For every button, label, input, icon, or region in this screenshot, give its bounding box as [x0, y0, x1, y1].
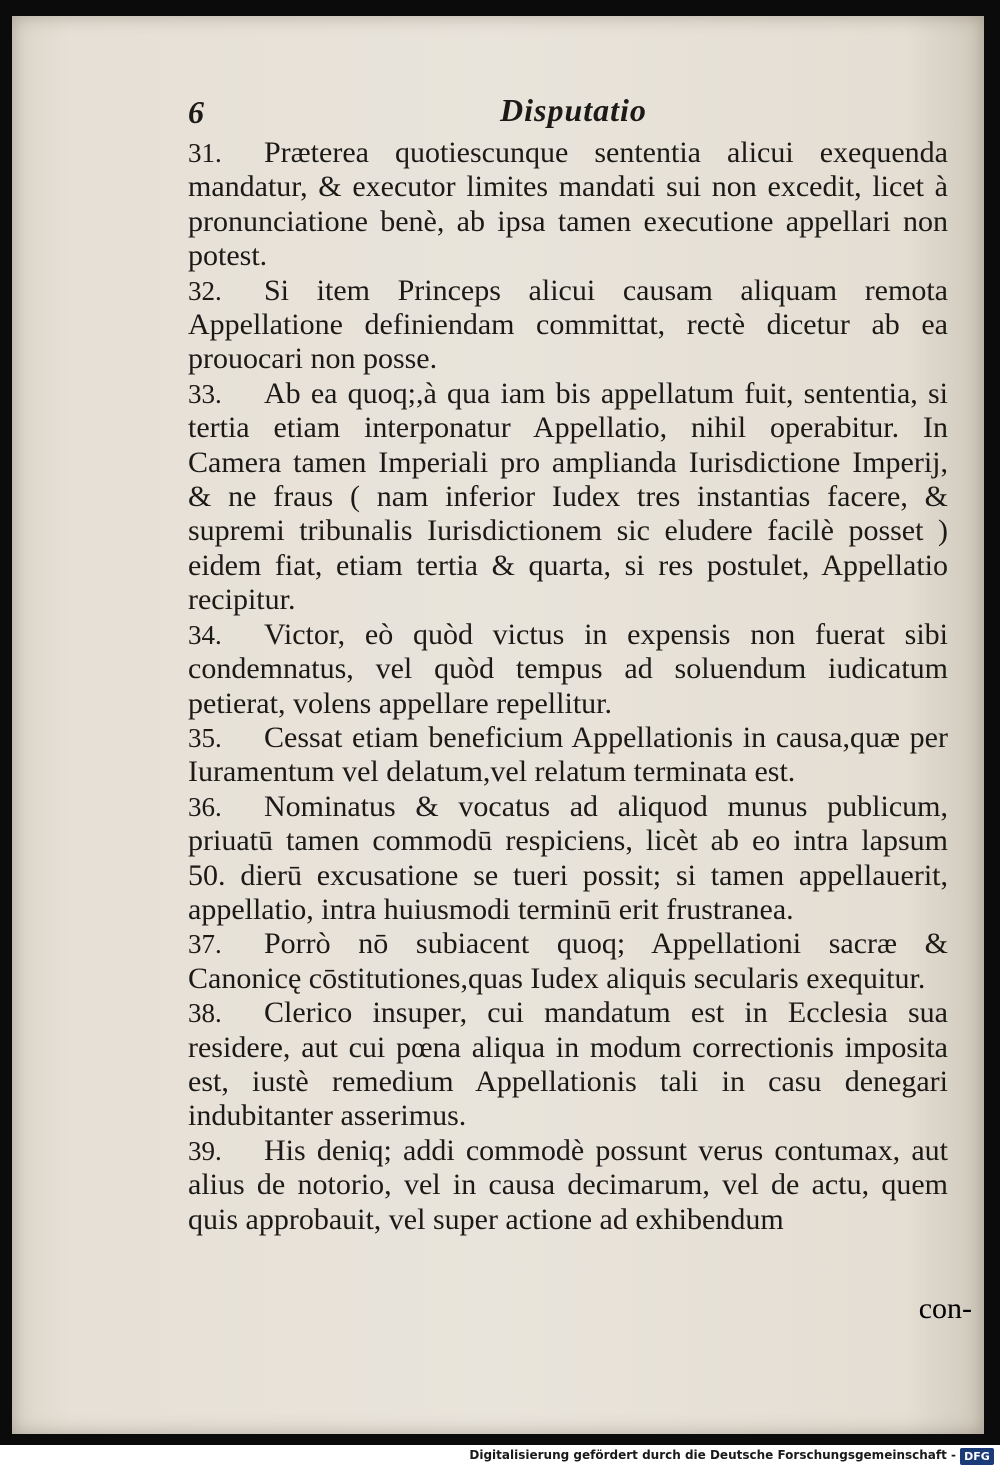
paragraph-31: [188, 136, 948, 274]
paragraph-number: 32.: [188, 275, 222, 306]
paragraph-37: [188, 927, 948, 996]
paragraph-32: [188, 274, 948, 377]
paragraph-text: Si item Princeps alicui causam aliquam remota Appellatione definiendam committat, rectè dicetur ab ea prouocari non posse.: [188, 273, 948, 376]
paragraph-number: 36.: [188, 791, 222, 822]
paragraph-number: 34.: [188, 619, 222, 650]
book-page: [12, 16, 984, 1434]
paragraph-36: [188, 790, 948, 928]
paragraph-text: Ab ea quoq;,à qua iam bis appellatum fuit, sententia, si tertia etiam interponatur Appellatio, nihil operabitur. In Camera tamen Imperiali pro amplianda Iurisdictione Imperij, & ne fraus ( nam inferior Iudex tres instantias facere, & supremi tribunalis Iurisdictionem sic eludere facilè posset ) eidem fiat, etiam tertia & quarta, si res postulet, Appellatio recipitur.: [188, 376, 948, 617]
catchword: con-: [918, 1292, 972, 1325]
running-title: Disputatio: [500, 92, 647, 128]
paragraph-text: Præterea quotiescunque sententia alicui exequenda mandatur, & executor limites mandati sui non excedit, licet à pronunciatione benè, ab ipsa tamen executione appellari non potest.: [188, 136, 948, 273]
paragraph-text: Victor, eò quòd victus in expensis non fuerat sibi condemnatus, vel quòd tempus ad soluendum iudicatum petierat, volens appellare repellitur.: [188, 617, 948, 720]
dfg-logo-icon: DFG: [960, 1448, 994, 1465]
paragraph-39: [188, 1134, 948, 1237]
paragraph-34: [188, 618, 948, 721]
page-header: [188, 88, 948, 136]
paragraph-text: Clerico insuper, cui mandatum est in Ecclesia sua residere, aut cui pœna aliqua in modum correctionis imposita est, iustè remedium Appellationis tali in casu denegari indubitanter asserimus.: [188, 996, 948, 1133]
paragraph-number: 37.: [188, 929, 222, 960]
paragraph-text: Porrò nō subiacent quoq; Appellationi sacræ & Canonicę cōstitutiones,quas Iudex aliquis secularis exequitur.: [188, 927, 948, 995]
paragraph-number: 39.: [188, 1135, 222, 1166]
footer-bar: [0, 1445, 1000, 1469]
paragraph-text: His deniq; addi commodè possunt verus contumax, aut alius de notorio, vel in causa decimarum, vel de actu, quem quis approbauit, vel super actione ad exhibendum: [188, 1133, 948, 1236]
paragraph-number: 38.: [188, 998, 222, 1029]
paragraph-number: 33.: [188, 378, 222, 409]
paragraph-38: [188, 996, 948, 1134]
paragraph-text: Nominatus & vocatus ad aliquod munus publicum, priuatū tamen commodū respiciens, licèt ab eo intra lapsum 50. dierū excusatione se tueri possit; si tamen appellauerit, appellatio, intra huiusmodi terminū erit frustranea.: [188, 789, 948, 926]
page-number: 6: [188, 94, 204, 130]
page-content: [188, 88, 948, 1237]
paragraph-text: Cessat etiam beneficium Appellationis in causa,quæ per Iuramentum vel delatum,vel relatum terminata est.: [188, 720, 948, 789]
paragraph-number: 35.: [188, 722, 222, 753]
funding-credit: Digitalisierung gefördert durch die Deutsche Forschungsgemeinschaft -: [469, 1448, 956, 1462]
paragraph-number: 31.: [188, 138, 222, 168]
paragraph-35: [188, 721, 948, 790]
paragraph-33: [188, 377, 948, 618]
